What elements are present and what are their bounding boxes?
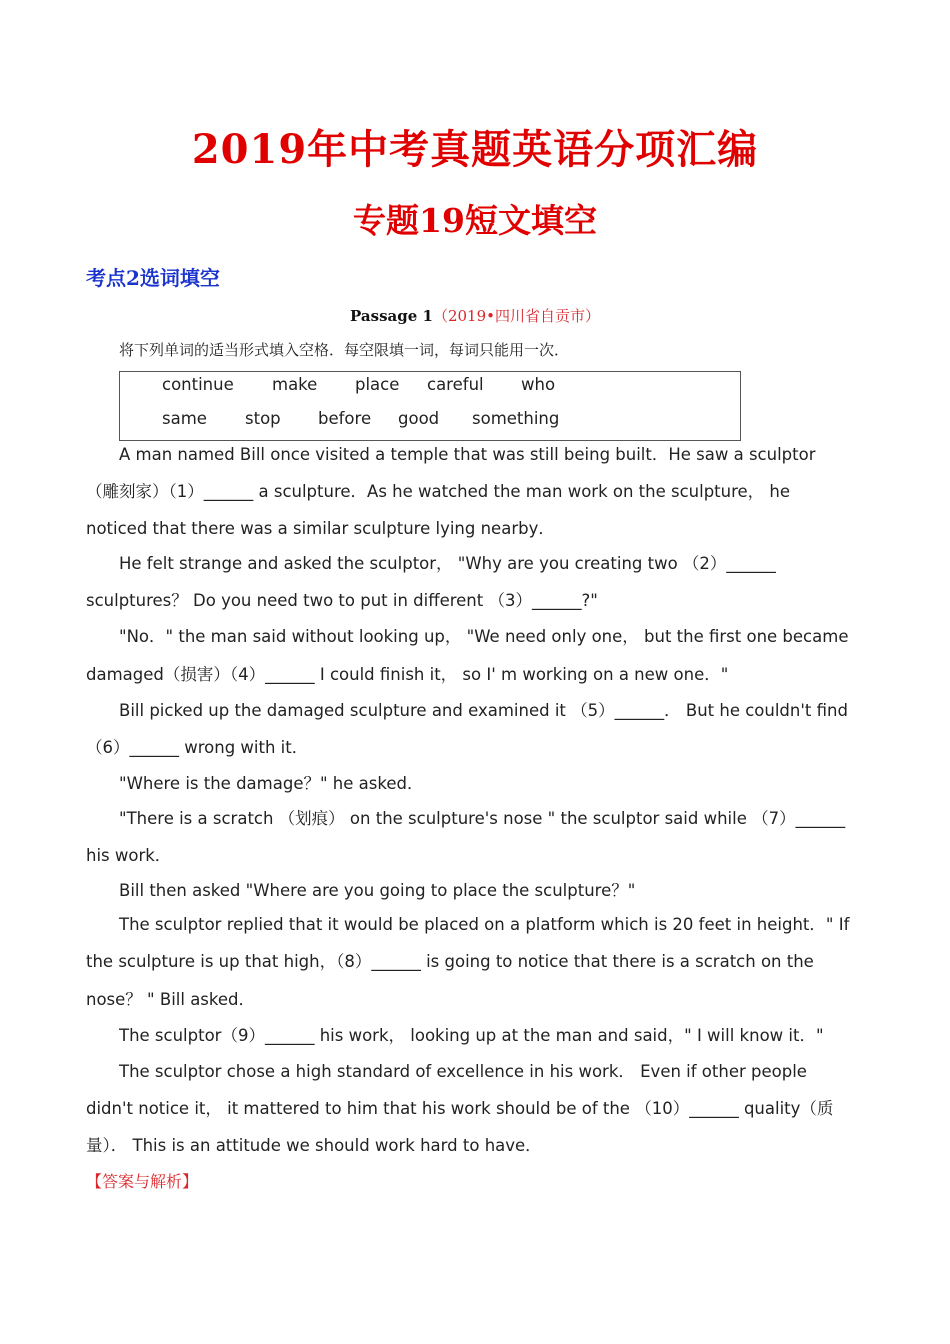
- word-bank-item: continue: [162, 375, 234, 394]
- word-bank-item: same: [162, 409, 207, 428]
- passage-line: didn't notice it， it mattered to him that his work should be of the （10）______ quality（质: [86, 1099, 834, 1118]
- passage-line: 量）． This is an attitude we should work hard to have．: [86, 1136, 542, 1155]
- passage-line: "Where is the damage？" he asked．: [119, 774, 424, 793]
- word-bank-item: careful: [427, 375, 484, 394]
- instruction-text: 将下列单词的适当形式填入空格．每空限填一词，每词只能用一次．: [119, 341, 570, 359]
- word-bank-item: who: [521, 375, 556, 394]
- passage-line: nose？ " Bill asked．: [86, 990, 255, 1009]
- section-heading: 考点2选词填空: [86, 266, 220, 290]
- word-bank-item: good: [398, 409, 440, 428]
- passage-line: "There is a scratch （划痕） on the sculpture's nose " the sculptor said while （7）______: [119, 809, 846, 828]
- word-bank-box: [119, 371, 741, 441]
- passage-line: noticed that there was a similar sculpture lying nearby．: [86, 519, 555, 538]
- word-bank-row-1: [120, 375, 740, 399]
- passage-line: his work．: [86, 846, 172, 865]
- answer-heading: 【答案与解析】: [86, 1172, 199, 1191]
- passage-line: （雕刻家）（1）______ a sculpture．As he watched the man work on the sculpture， he: [86, 482, 791, 501]
- word-bank-item: something: [472, 409, 560, 428]
- word-bank-item: before: [318, 409, 372, 428]
- passage-line: damaged（损害）（4）______ I could finish it， so I' m working on a new one．": [86, 665, 729, 684]
- passage-line: A man named Bill once visited a temple that was still being built．He saw a sculptor: [119, 445, 816, 464]
- document-title: 2019年中考真题英语分项汇编: [191, 126, 759, 173]
- passage-line: （6）______ wrong with it．: [86, 738, 309, 757]
- passage-line: Bill then asked "Where are you going to place the sculpture？": [119, 881, 636, 900]
- passage-line: "No．" the man said without looking up， "We need only one， but the first one became: [119, 627, 849, 646]
- passage-line: sculptures？ Do you need two to put in different （3）______?": [86, 591, 598, 610]
- passage-heading: [0, 306, 950, 326]
- passage-line: The sculptor replied that it would be placed on a platform which is 20 feet in height．" If: [119, 915, 850, 934]
- word-bank-item: stop: [245, 409, 281, 428]
- passage-line: Bill picked up the damaged sculpture and examined it （5）______． But he couldn't find: [119, 701, 848, 720]
- passage-line: the sculpture is up that high，（8）______ is going to notice that there is a scratch on the: [86, 952, 814, 971]
- passage-line: He felt strange and asked the sculptor， "Why are you creating two （2）______: [119, 554, 776, 573]
- passage-source: （2019•四川省自贡市）: [432, 307, 600, 325]
- passage-line: The sculptor chose a high standard of excellence in his work． Even if other people: [119, 1062, 807, 1081]
- word-bank-item: place: [355, 375, 400, 394]
- document-subtitle: 专题19短文填空: [353, 201, 597, 240]
- passage-label: Passage 1: [350, 307, 433, 325]
- word-bank-row-2: [120, 409, 740, 433]
- word-bank-item: make: [272, 375, 318, 394]
- passage-line: The sculptor（9）______ his work， looking up at the man and said，" I will know it．": [119, 1026, 824, 1045]
